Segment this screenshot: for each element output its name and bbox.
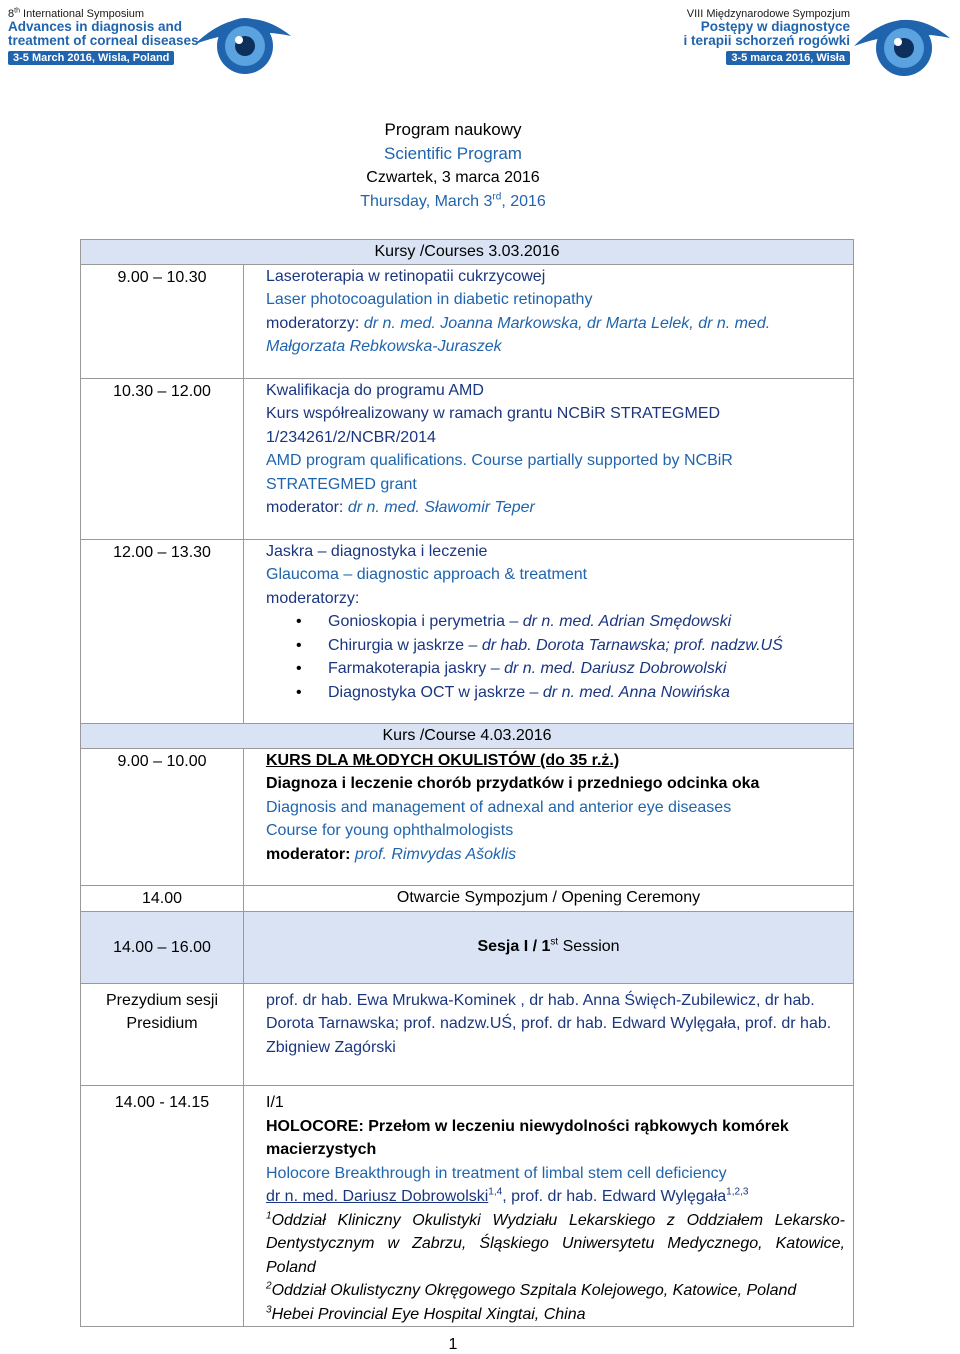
list-item: • Gonioskopia i perymetria – dr n. med. Adrian Smędowski xyxy=(328,610,845,634)
course-time: 10.30 – 12.00 xyxy=(81,378,244,539)
course-time: 12.00 – 13.30 xyxy=(81,539,244,724)
affiliation: $^1$Oddział Kliniczny Okulistyki Wydziału Lekarskiego z Oddziałem Lekarsko-Dentystycznym w Zabrzu, Śląskiego Uniwersytetu Medycznego, Katowice, Poland xyxy=(266,1210,845,1276)
list-item: • Farmakoterapia jaskry – dr n. med. Dariusz Dobrowolski xyxy=(328,657,845,681)
date-en: Thursday, March 3rd, 2016 xyxy=(360,191,546,210)
talk-time: 14.00 - 14.15 xyxy=(81,1086,244,1327)
affiliation: $^3$Hebei Provincial Eye Hospital Xingtai, China xyxy=(266,1304,586,1323)
affiliation: $^2$Oddział Okulistyczny Okręgowego Szpitala Kolejowego, Katowice, Poland xyxy=(266,1280,797,1299)
program-table xyxy=(80,239,854,1327)
opening-row xyxy=(81,886,854,912)
title-pl: Program naukowy xyxy=(384,120,522,139)
course-row xyxy=(81,264,854,378)
session-time: 14.00 – 16.00 xyxy=(81,911,244,983)
session-row xyxy=(81,911,854,983)
symposium-logo-pl xyxy=(670,6,952,82)
courses-header-row xyxy=(81,240,854,265)
session-title: Sesja I / 1st Session xyxy=(244,911,854,983)
lecture-list xyxy=(266,610,845,704)
logo-text-en: 8th International Symposium Advances in diagnosis and treatment of corneal diseases 3-5 March 2016, Wisla, Poland xyxy=(8,7,199,64)
course-row xyxy=(81,539,854,724)
page-header xyxy=(0,118,906,214)
course-header-row xyxy=(81,724,854,749)
list-item: • Chirurgia w jaskrze – dr hab. Dorota Tarnawska; prof. nadzw.UŚ xyxy=(328,634,845,658)
logo-text-pl: VIII Międzynarodowe Sympozjum Postępy w diagnostyce i terapii schorzeń rogówki 3-5 marca 2016, Wisła xyxy=(683,8,850,64)
presidium-label: Prezydium sesji Presidium xyxy=(81,983,244,1086)
opening-time: 14.00 xyxy=(81,886,244,912)
course-time: 9.00 – 10.30 xyxy=(81,264,244,378)
talk-code: I/1 xyxy=(266,1094,284,1111)
talk-row xyxy=(81,1086,854,1327)
courses-header: Kursy /Courses 3.03.2016 xyxy=(81,240,854,265)
symposium-logo-en xyxy=(8,6,290,80)
course-header: Kurs /Course 4.03.2016 xyxy=(81,724,854,749)
talk-authors: dr n. med. Dariusz Dobrowolski$^{1,4}$, prof. dr hab. Edward Wylęgała$^{1,2,3}$ xyxy=(266,1186,749,1205)
talk-title-en: Holocore Breakthrough in treatment of limbal stem cell deficiency xyxy=(266,1164,727,1182)
opening-title: Otwarcie Sympozjum / Opening Ceremony xyxy=(244,886,854,912)
course-content: Laseroterapia w retinopatii cukrzycowej Laser photocoagulation in diabetic retinopathy moderatorzy: dr n. med. Joanna Markowska, dr Marta Lelek, dr n. med. Małgorzata Rebkowska-Juraszek xyxy=(244,264,854,378)
course-time: 9.00 – 10.00 xyxy=(81,748,244,886)
course-content: Kwalifikacja do programu AMD Kurs współrealizowany w ramach grantu NCBiR STRATEGMED 1/234261/2/NCBR/2014 AMD program qualifications. Course partially supported by NCBiR STRATEGMED grant moderator: dr n. med. Sławomir Teper xyxy=(244,378,854,539)
talk-title-pl: HOLOCORE: Przełom w leczeniu niewydolności rąbkowych komórek macierzystych xyxy=(266,1117,789,1158)
date-pl: Czwartek, 3 marca 2016 xyxy=(366,169,540,186)
course-row xyxy=(81,378,854,539)
logo-date-pl: 3-5 marca 2016, Wisła xyxy=(726,51,850,65)
list-item: • Diagnostyka OCT w jaskrze – dr n. med. Anna Nowińska xyxy=(328,681,845,705)
page-number: 1 xyxy=(448,1336,458,1353)
logo-date-en: 3-5 March 2016, Wisla, Poland xyxy=(8,51,174,65)
course-content: Jaskra – diagnostyka i leczenie Glaucoma – diagnostic approach & treatment moderatorzy: • Gonioskopia i perymetria – dr n. med. Adrian Smędowski • Chirurgia w jaskrze – dr hab. Dorota Tarnawska; prof. nadzw.UŚ • Farmakoterapia jaskry – dr n. med. Dariusz Dobrowolski • Diagnostyka OCT w jaskrze – dr n. med. Anna Nowińska xyxy=(244,539,854,724)
eye-icon xyxy=(193,6,293,80)
eye-icon xyxy=(852,6,952,82)
talk-content xyxy=(244,1086,854,1327)
course-row xyxy=(81,748,854,886)
course-content: KURS DLA MŁODYCH OKULISTÓW (do 35 r.ż.) Diagnoza i leczenie chorób przydatków i przedniego odcinka oka Diagnosis and management of adnexal and anterior eye diseases Course for young ophthalmologists moderator: prof. Rimvydas Ašoklis xyxy=(244,748,854,886)
presidium-row xyxy=(81,983,854,1086)
title-en: Scientific Program xyxy=(384,144,522,163)
presidium-names: prof. dr hab. Ewa Mrukwa-Kominek , dr hab. Anna Święch-Zubilewicz, dr hab. Dorota Tarnawska; prof. nadzw.UŚ, prof. dr hab. Edward Wylęgała, prof. dr hab. Zbigniew Zagórski xyxy=(244,983,854,1086)
